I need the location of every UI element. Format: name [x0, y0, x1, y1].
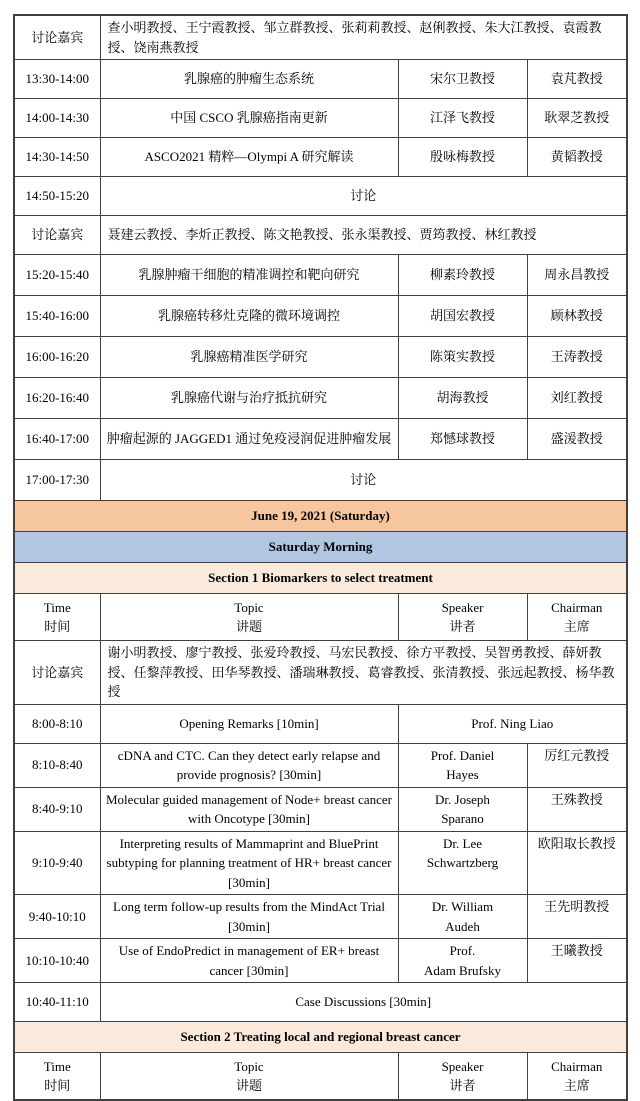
topic-header — [100, 1053, 398, 1101]
time-cell: 8:40-9:10 — [14, 787, 100, 831]
speaker-header-zh: 讲者 — [449, 619, 476, 634]
time-header — [14, 594, 100, 641]
time-cell: 14:50-15:20 — [14, 177, 100, 216]
speaker-cell — [398, 939, 527, 983]
chairman-cell: 耿翠芝教授 — [527, 99, 627, 138]
time-cell: 10:10-10:40 — [14, 939, 100, 983]
panel-row — [14, 15, 627, 60]
speaker-line2: Hayes — [446, 767, 479, 782]
time-cell: 14:00-14:30 — [14, 99, 100, 138]
speaker-line1: Dr. William — [431, 899, 494, 914]
speaker-cell: 胡海教授 — [398, 378, 527, 419]
section1-band-text: Section 1 Biomarkers to select treatment — [14, 563, 627, 594]
morning-band-row — [14, 532, 627, 563]
panel-label: 讨论嘉宾 — [14, 641, 100, 705]
discussion-cell: 讨论 — [100, 460, 627, 501]
topic-cell: Long term follow-up results from the MindAct Trial [30min] — [100, 895, 398, 939]
session-row — [14, 296, 627, 337]
section2-band-text: Section 2 Treating local and regional breast cancer — [14, 1022, 627, 1053]
chairman-header-en: Chairman — [551, 599, 603, 615]
panel-names: 谢小明教授、廖宁教授、张爱玲教授、马宏民教授、徐方平教授、吴智勇教授、薛妍教授、任黎萍教授、田华琴教授、潘瑞琳教授、葛睿教授、张清教授、张远起教授、杨华教授 — [100, 641, 627, 705]
morning-band-text: Saturday Morning — [14, 532, 627, 563]
speaker-header — [398, 1053, 527, 1101]
topic-header-zh: 讲题 — [235, 1078, 262, 1093]
chairman-cell: 王先明教授 — [527, 895, 627, 939]
time-cell: 9:40-10:10 — [14, 895, 100, 939]
host-cell: Prof. Ning Liao — [398, 704, 627, 743]
topic-cell: 乳腺癌转移灶克隆的微环境调控 — [100, 296, 398, 337]
topic-cell: Interpreting results of Mammaprint and BluePrint subtyping for planning treatment of HR+ breast cancer [30min] — [100, 831, 398, 895]
section1-band-row — [14, 563, 627, 594]
session-row — [14, 138, 627, 177]
time-cell: 15:20-15:40 — [14, 255, 100, 296]
topic-header-en: Topic — [234, 599, 264, 615]
speaker-cell — [398, 831, 527, 895]
chairman-cell: 王曦教授 — [527, 939, 627, 983]
speaker-cell — [398, 787, 527, 831]
topic-cell: Opening Remarks [10min] — [100, 704, 398, 743]
panel-row — [14, 641, 627, 705]
header-row — [14, 1053, 627, 1101]
topic-cell: 乳腺癌的肿瘤生态系统 — [100, 60, 398, 99]
time-cell: 16:00-16:20 — [14, 337, 100, 378]
panel-label: 讨论嘉宾 — [14, 15, 100, 60]
chairman-header — [527, 594, 627, 641]
panel-names: 聂建云教授、李炘正教授、陈文艳教授、张永渠教授、贾筠教授、林红教授 — [100, 216, 627, 255]
session-row — [14, 743, 627, 787]
chairman-cell: 黄韬教授 — [527, 138, 627, 177]
section2-band-row — [14, 1022, 627, 1053]
session-row — [14, 419, 627, 460]
time-cell: 17:00-17:30 — [14, 460, 100, 501]
time-cell: 8:10-8:40 — [14, 743, 100, 787]
topic-cell: 中国 CSCO 乳腺癌指南更新 — [100, 99, 398, 138]
panel-names: 查小明教授、王宁霞教授、邹立群教授、张莉莉教授、赵俐教授、朱大江教授、袁霞教授、饶南燕教授 — [100, 15, 627, 60]
discussion-cell: Case Discussions [30min] — [100, 983, 627, 1022]
speaker-cell: 郑憾球教授 — [398, 419, 527, 460]
time-cell: 15:40-16:00 — [14, 296, 100, 337]
topic-header-zh: 讲题 — [235, 619, 262, 634]
speaker-cell: 江泽飞教授 — [398, 99, 527, 138]
speaker-line1: Dr. Lee — [443, 835, 482, 851]
topic-cell: 乳腺癌代谢与治疗抵抗研究 — [100, 378, 398, 419]
speaker-cell: 宋尔卫教授 — [398, 60, 527, 99]
chairman-header-zh: 主席 — [563, 619, 590, 634]
time-cell: 16:40-17:00 — [14, 419, 100, 460]
speaker-line1: Prof. — [449, 943, 476, 958]
session-row — [14, 939, 627, 983]
topic-cell: 乳腺癌精准医学研究 — [100, 337, 398, 378]
speaker-cell: 柳素玲教授 — [398, 255, 527, 296]
chairman-cell: 周永昌教授 — [527, 255, 627, 296]
header-row — [14, 594, 627, 641]
speaker-line2: Adam Brufsky — [424, 962, 501, 978]
session-row — [14, 787, 627, 831]
speaker-line2: Audeh — [445, 918, 480, 934]
opening-row — [14, 704, 627, 743]
chairman-header-en: Chairman — [551, 1058, 603, 1074]
discussion-cell: 讨论 — [100, 177, 627, 216]
speaker-cell: 殷咏梅教授 — [398, 138, 527, 177]
topic-cell: 肿瘤起源的 JAGGED1 通过免疫浸润促进肿瘤发展 — [100, 419, 398, 460]
speaker-header-en: Speaker — [441, 1058, 484, 1074]
speaker-line1: Dr. Joseph — [435, 791, 490, 807]
chairman-cell: 厉红元教授 — [527, 743, 627, 787]
speaker-line1: Prof. Daniel — [430, 747, 495, 763]
topic-cell: Use of EndoPredict in management of ER+ breast cancer [30min] — [100, 939, 398, 983]
time-cell: 10:40-11:10 — [14, 983, 100, 1022]
topic-header — [100, 594, 398, 641]
speaker-line2: Schwartzberg — [426, 855, 499, 870]
topic-cell: ASCO2021 精粹—Olympi A 研究解读 — [100, 138, 398, 177]
time-cell: 13:30-14:00 — [14, 60, 100, 99]
speaker-header — [398, 594, 527, 641]
chairman-header — [527, 1053, 627, 1101]
time-header — [14, 1053, 100, 1101]
schedule-table — [13, 14, 628, 1101]
session-row — [14, 337, 627, 378]
speaker-header-en: Speaker — [441, 599, 484, 615]
chairman-cell: 盛湲教授 — [527, 419, 627, 460]
speaker-cell — [398, 895, 527, 939]
topic-cell: cDNA and CTC. Can they detect early relapse and provide prognosis? [30min] — [100, 743, 398, 787]
speaker-cell: 胡国宏教授 — [398, 296, 527, 337]
session-row — [14, 255, 627, 296]
time-header-en: Time — [43, 599, 71, 615]
time-cell: 14:30-14:50 — [14, 138, 100, 177]
date-band-text: June 19, 2021 (Saturday) — [14, 501, 627, 532]
time-header-zh: 时间 — [44, 1078, 71, 1093]
topic-header-en: Topic — [234, 1058, 264, 1074]
speaker-cell — [398, 743, 527, 787]
speaker-line2: Sparano — [441, 811, 484, 826]
panel-label: 讨论嘉宾 — [14, 216, 100, 255]
chairman-cell: 顾林教授 — [527, 296, 627, 337]
time-header-en: Time — [43, 1058, 71, 1074]
session-row — [14, 99, 627, 138]
chairman-cell: 欧阳取长教授 — [527, 831, 627, 895]
session-row — [14, 378, 627, 419]
panel-row — [14, 216, 627, 255]
chairman-cell: 袁芃教授 — [527, 60, 627, 99]
time-header-zh: 时间 — [44, 619, 71, 634]
session-row — [14, 60, 627, 99]
time-cell: 16:20-16:40 — [14, 378, 100, 419]
time-cell: 8:00-8:10 — [14, 704, 100, 743]
topic-cell: Molecular guided management of Node+ breast cancer with Oncotype [30min] — [100, 787, 398, 831]
time-cell: 9:10-9:40 — [14, 831, 100, 895]
topic-cell: 乳腺肿瘤干细胞的精准调控和靶向研究 — [100, 255, 398, 296]
session-row — [14, 895, 627, 939]
chairman-cell: 刘红教授 — [527, 378, 627, 419]
discussion-row — [14, 983, 627, 1022]
speaker-header-zh: 讲者 — [449, 1078, 476, 1093]
discussion-row — [14, 177, 627, 216]
discussion-row — [14, 460, 627, 501]
session-row — [14, 831, 627, 895]
speaker-cell: 陈策实教授 — [398, 337, 527, 378]
chairman-header-zh: 主席 — [563, 1078, 590, 1093]
chairman-cell: 王涛教授 — [527, 337, 627, 378]
date-band-row — [14, 501, 627, 532]
chairman-cell: 王殊教授 — [527, 787, 627, 831]
